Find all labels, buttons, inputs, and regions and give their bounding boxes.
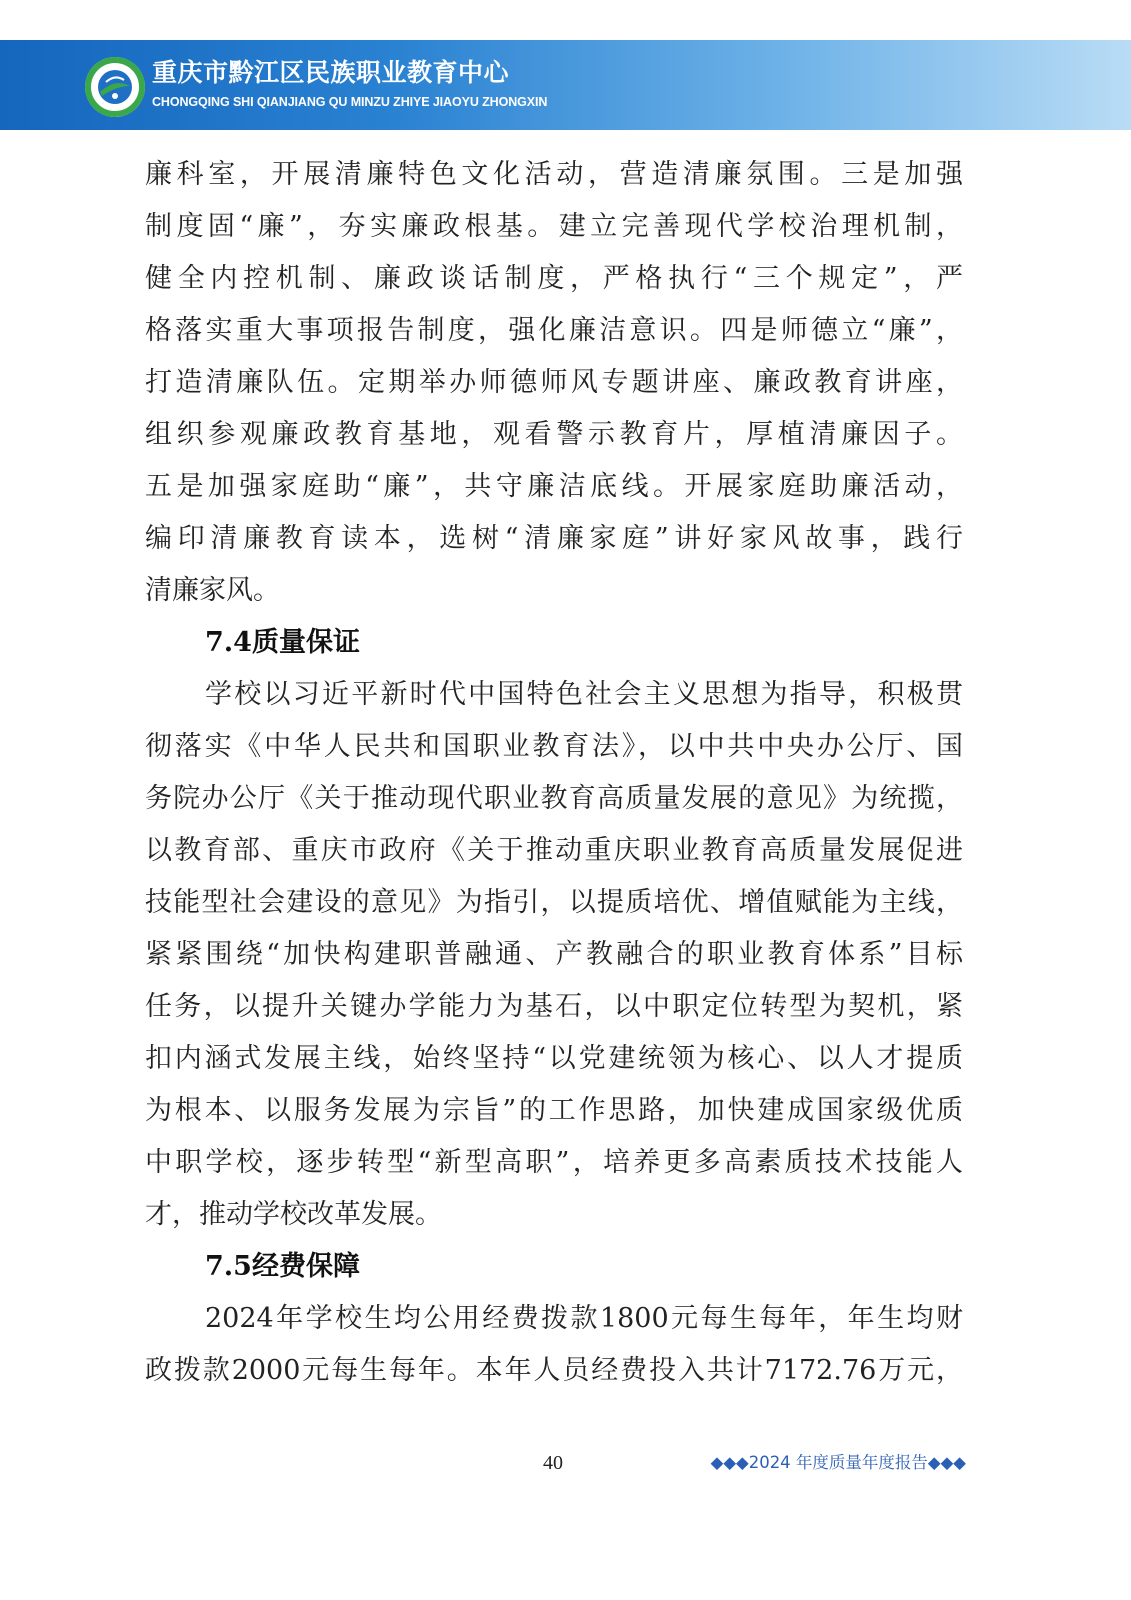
text-line: 才，推动学校改革发展。 xyxy=(145,1199,442,1230)
school-name-pinyin: CHONGQING SHI QIANJIANG QU MINZU ZHIYE JIAOYU ZHONGXIN xyxy=(152,95,548,109)
text-line: 为根本、以服务发展为宗旨”的工作思路，加快建成国家级优质 xyxy=(145,1095,963,1126)
text-line: 五是加强家庭助“廉”，共守廉洁底线。开展家庭助廉活动， xyxy=(145,471,963,502)
text-line: 2024年学校生均公用经费拨款1800元每生每年，年生均财 xyxy=(205,1303,963,1334)
text-line: 编印清廉教育读本，选树“清廉家庭”讲好家风故事，践行 xyxy=(145,523,963,554)
section-heading-7-4: 7.4质量保证 xyxy=(205,627,360,658)
text-line: 扣内涵式发展主线，始终坚持“以党建统领为核心、以人才提质 xyxy=(145,1043,963,1074)
text-line: 彻落实《中华人民共和国职业教育法》，以中共中央办公厅、国 xyxy=(145,731,963,762)
text-line: 制度固“廉”，夯实廉政根基。建立完善现代学校治理机制， xyxy=(145,211,963,242)
document-body xyxy=(145,149,963,1397)
page-number: 40 xyxy=(543,1452,563,1474)
text-line: 中职学校，逐步转型“新型高职”，培养更多高素质技术技能人 xyxy=(145,1147,963,1178)
text-line: 健全内控机制、廉政谈话制度，严格执行“三个规定”，严 xyxy=(145,263,963,294)
text-line: 紧紧围绕“加快构建职普融通、产教融合的职业教育体系”目标 xyxy=(145,939,963,970)
text-line: 学校以习近平新时代中国特色社会主义思想为指导，积极贯 xyxy=(205,679,963,710)
school-logo xyxy=(84,56,146,118)
section-heading-7-5: 7.5经费保障 xyxy=(205,1251,360,1282)
text-line: 廉科室，开展清廉特色文化活动，营造清廉氛围。三是加强 xyxy=(145,159,963,190)
text-line: 清廉家风。 xyxy=(145,575,280,606)
text-line: 格落实重大事项报告制度，强化廉洁意识。四是师德立“廉”， xyxy=(145,315,963,346)
text-line: 政拨款2000元每生每年。本年人员经费投入共计7172.76万元， xyxy=(145,1355,963,1386)
text-line: 务院办公厅《关于推动现代职业教育高质量发展的意见》为统揽， xyxy=(145,783,963,814)
text-line: 打造清廉队伍。定期举办师德师风专题讲座、廉政教育讲座， xyxy=(145,367,963,398)
text-line: 以教育部、重庆市政府《关于推动重庆职业教育高质量发展促进 xyxy=(145,835,963,866)
report-title-footer: ◆◆◆2024 年度质量年度报告◆◆◆ xyxy=(710,1453,966,1472)
school-name-title: 重庆市黔江区民族职业教育中心 xyxy=(152,58,510,87)
text-line: 技能型社会建设的意见》为指引，以提质培优、增值赋能为主线， xyxy=(145,887,963,918)
text-line: 任务，以提升关键办学能力为基石，以中职定位转型为契机，紧 xyxy=(145,991,963,1022)
text-line: 组织参观廉政教育基地，观看警示教育片，厚植清廉因子。 xyxy=(145,419,963,450)
page-header-banner xyxy=(0,40,1131,130)
